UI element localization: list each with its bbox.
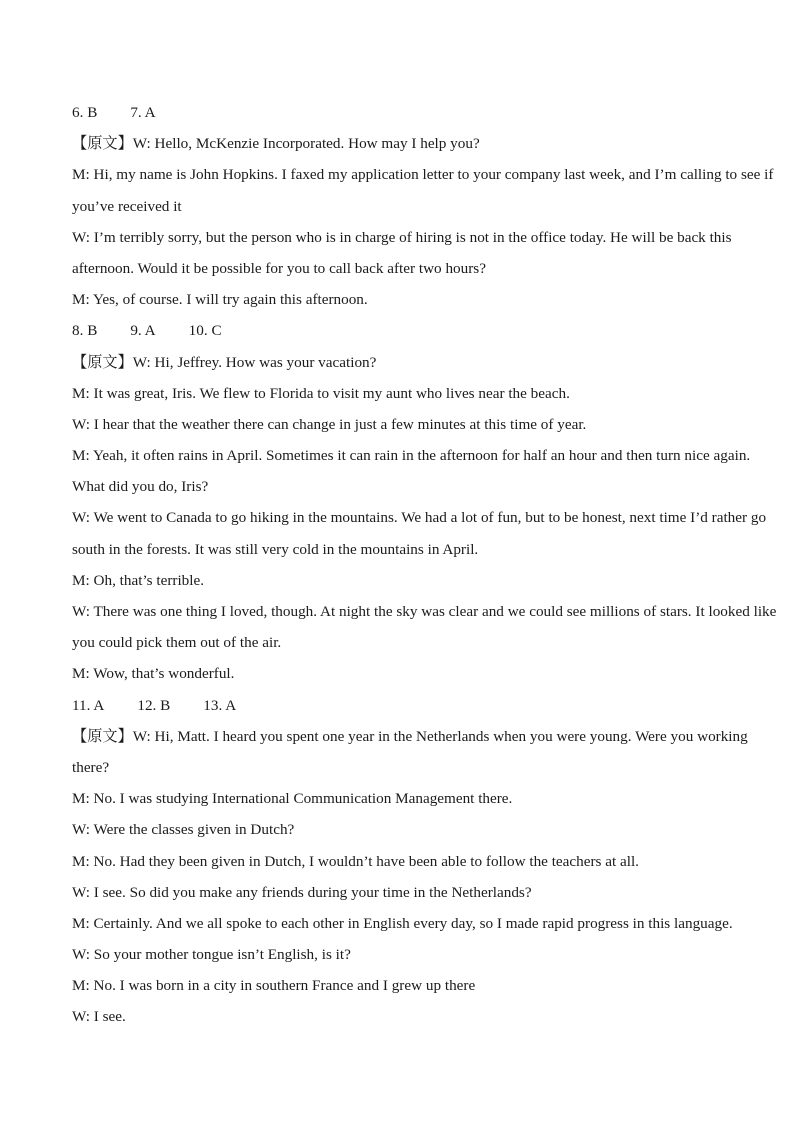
answer-item: 6. B [72, 104, 98, 121]
transcript-line: afternoon. Would it be possible for you to call back after two hours? [72, 259, 486, 277]
transcript-line: W: There was one thing I loved, though. At night the sky was clear and we could see millions of stars. It looked like [72, 603, 777, 620]
transcript-line: W: Were the classes given in Dutch? [72, 821, 295, 839]
transcript-line: M: Hi, my name is John Hopkins. I faxed my application letter to your company last week, and I’m calling to see if [72, 166, 774, 184]
transcript-line: you could pick them out of the air. [72, 634, 282, 652]
transcript-line: M: Yes, of course. I will try again this afternoon. [72, 291, 368, 309]
transcript-line: What did you do, Iris? [72, 478, 209, 496]
transcript-line: M: Oh, that’s terrible. [72, 571, 205, 589]
answer-item: 9. A [130, 322, 156, 340]
transcript-line: south in the forests. It was still very cold in the mountains in April. [72, 540, 479, 558]
transcript-line: M: Yeah, it often rains in April. Sometimes it can rain in the afternoon for half an hour and then turn nice again. [72, 447, 751, 465]
transcript-line: M: It was great, Iris. We flew to Florida to visit my aunt who lives near the beach. [72, 384, 570, 402]
answer-key-line [72, 315, 740, 346]
transcript-line: 【原文】W: Hello, McKenzie Incorporated. How may I help you? [72, 135, 480, 153]
transcript-line: M: No. I was studying International Communication Management there. [72, 790, 513, 808]
transcript-line: W: I see. [72, 1008, 126, 1026]
answer-item: 12. B [137, 696, 171, 714]
transcript-line: 【原文】W: Hi, Jeffrey. How was your vacation? [72, 353, 377, 371]
answer-item: 8. B [72, 322, 98, 340]
answer-key-line [72, 690, 740, 721]
transcript-line: M: Certainly. And we all spoke to each other in English every day, so I made rapid progress in this language. [72, 914, 733, 932]
answer-item: 7. A [130, 104, 156, 121]
answer-item: 13. A [203, 696, 237, 714]
answer-key-line [72, 97, 740, 128]
transcript-line: 【原文】W: Hi, Matt. I heard you spent one year in the Netherlands when you were young. Were you working [72, 727, 748, 745]
transcript-line: M: No. Had they been given in Dutch, I wouldn’t have been able to follow the teachers at all. [72, 852, 639, 870]
document-body [72, 97, 777, 1033]
transcript-line: M: Wow, that’s wonderful. [72, 665, 235, 683]
transcript-line: M: No. I was born in a city in southern France and I grew up there [72, 977, 476, 995]
transcript-line: you’ve received it [72, 197, 182, 215]
transcript-line: W: I hear that the weather there can change in just a few minutes at this time of year. [72, 415, 587, 433]
transcript-line: W: So your mother tongue isn’t English, is it? [72, 946, 351, 964]
transcript-line: there? [72, 758, 110, 776]
transcript-line: W: I’m terribly sorry, but the person who is in charge of hiring is not in the office today. He will be back this [72, 228, 732, 246]
answer-item: 10. C [188, 322, 222, 340]
transcript-line: W: We went to Canada to go hiking in the mountains. We had a lot of fun, but to be honest, next time I’d rather go [72, 509, 767, 527]
transcript-line: W: I see. So did you make any friends during your time in the Netherlands? [72, 883, 532, 901]
answer-item: 11. A [72, 696, 105, 714]
